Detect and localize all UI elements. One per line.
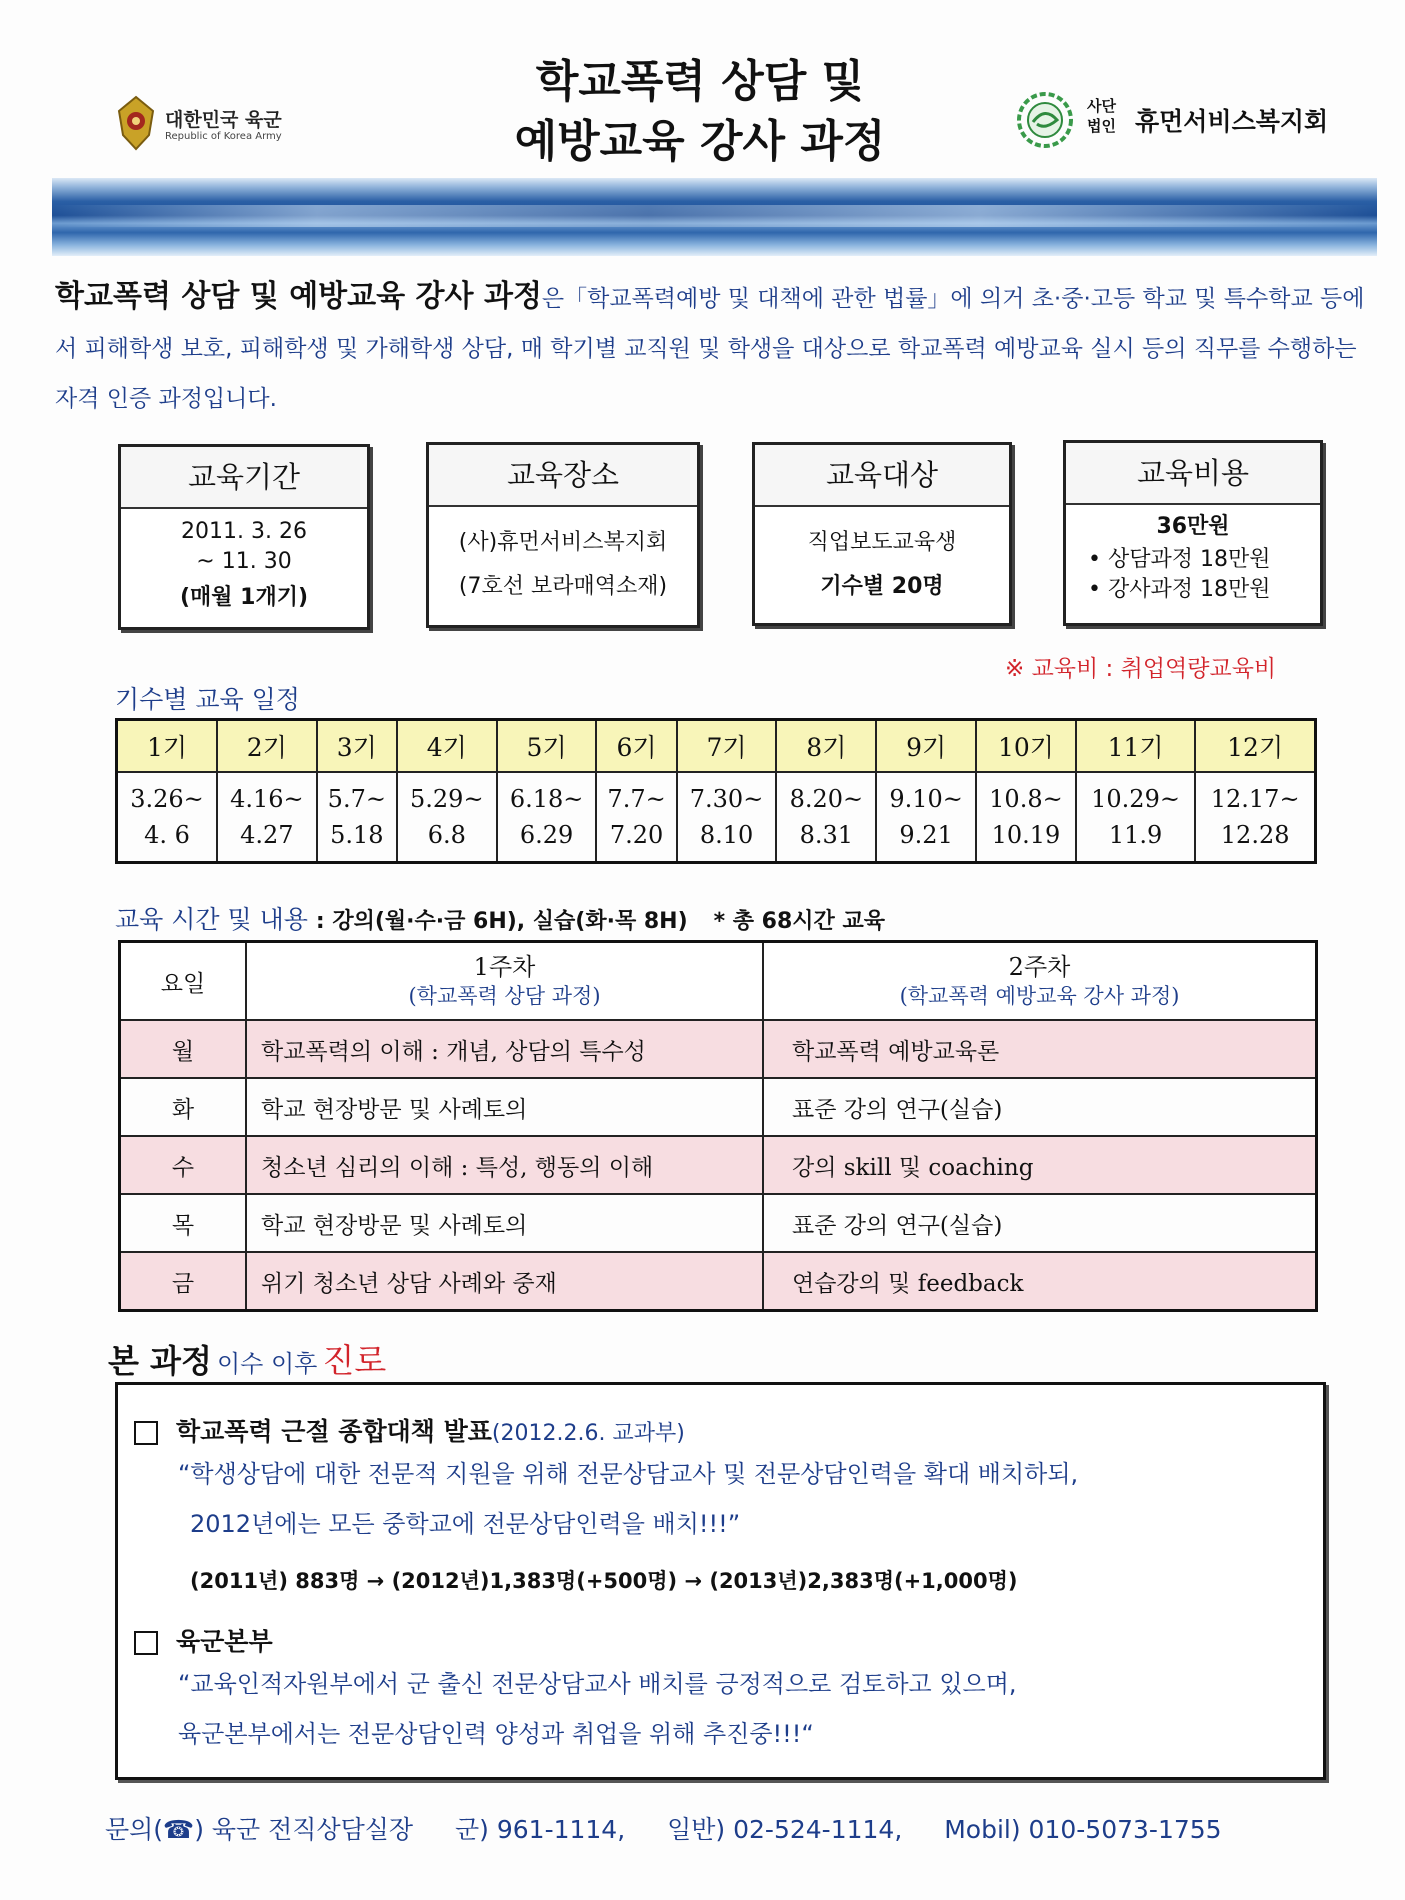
contact-mobile: Mobil) 010-5073-1755 (944, 1815, 1222, 1844)
cohort-label: 7기 (677, 720, 777, 773)
page-title (420, 52, 980, 172)
cost-note: ※ 교육비 : 취업역량교육비 (1005, 656, 1277, 682)
week1-content: 학교폭력의 이해 : 개념, 상담의 특수성 (246, 1020, 763, 1078)
target-size: 기수별 20명 (820, 574, 944, 599)
cohort-dates: 3.26~ 4. 6 (117, 772, 217, 863)
period-start: 2011. 3. 26 (181, 519, 307, 544)
cohort-label: 9기 (876, 720, 976, 773)
day-label: 목 (120, 1194, 247, 1252)
contact-military: 군) 961-1114, (455, 1815, 626, 1844)
week2-header: 2주차 (학교폭력 예방교육 강사 과정) (763, 942, 1317, 1021)
period-end: ~ 11. 30 (196, 549, 292, 574)
week2-content: 학교폭력 예방교육론 (763, 1020, 1317, 1078)
info-box-title: 교육기간 (121, 447, 367, 509)
week1-header: 1주차 (학교폭력 상담 과정) (246, 942, 763, 1021)
week1-content: 학교 현장방문 및 사례토의 (246, 1194, 763, 1252)
policy-item-source: (2012.2.6. 교과부) (491, 1421, 685, 1446)
cohort-label: 5기 (497, 720, 597, 773)
week1-content: 위기 청소년 상담 사례와 중재 (246, 1252, 763, 1311)
cohort-label: 12기 (1195, 720, 1315, 773)
header-banner-highlight (52, 205, 1377, 227)
info-box-title: 교육장소 (429, 445, 697, 507)
period-frequency: (매월 1개기) (179, 585, 309, 610)
army-quote-line-2: 육군본부에서는 전문상담인력 양성과 취업을 위해 추진중!!!“ (178, 1720, 814, 1748)
cost-item-instructor: • 강사과정 18만원 (1088, 577, 1271, 602)
curriculum-row (120, 1252, 1317, 1311)
info-box-period (118, 444, 370, 630)
curriculum-total-hours: * 총 68시간 교육 (713, 909, 885, 934)
career-box (115, 1382, 1326, 1780)
week2-content: 표준 강의 연구(실습) (763, 1194, 1317, 1252)
curriculum-title: 교육 시간 및 내용 (115, 905, 308, 934)
info-box-cost (1063, 440, 1323, 626)
curriculum-heading (115, 900, 885, 936)
info-box-title: 교육대상 (755, 445, 1009, 507)
cohort-label: 6기 (596, 720, 676, 773)
weekly-curriculum-table (118, 940, 1318, 1312)
org-type: 사단 법인 (1087, 97, 1116, 135)
week1-content: 학교 현장방문 및 사례토의 (246, 1078, 763, 1136)
intro-text: 은「학교폭력예방 및 대책에 관한 법률」에 의거 초·중·고등 학교 및 특수학교 등에서 피해학생 보호, 피해학생 및 가해학생 상담, 매 학기별 교직원 및 학생을 대상으로 학교폭력 예방교육 실시 등의 직무를 수행하는 자격 인증 과정입니다. (55, 286, 1365, 412)
cohort-dates: 8.20~ 8.31 (776, 772, 876, 863)
cohort-label: 2기 (217, 720, 317, 773)
cohort-schedule-table (115, 718, 1317, 864)
info-box-title: 교육비용 (1066, 443, 1320, 505)
week1-content: 청소년 심리의 이해 : 특성, 행동의 이해 (246, 1136, 763, 1194)
contact-footer (105, 1810, 1256, 1846)
week2-content: 연습강의 및 feedback (763, 1252, 1317, 1311)
army-emblem-icon (115, 95, 157, 151)
cohort-label: 11기 (1076, 720, 1195, 773)
cohort-dates: 5.29~ 6.8 (397, 772, 497, 863)
policy-quote-line-1: “학생상담에 대한 전문적 지원을 위해 전문상담교사 및 전문상담인력을 확대 배치하되, (178, 1460, 1079, 1488)
cohort-dates: 4.16~ 4.27 (217, 772, 317, 863)
cohort-label: 3기 (317, 720, 397, 773)
curriculum-detail: : 강의(월·수·금 6H), 실습(화·목 8H) (315, 909, 688, 934)
week2-content: 강의 skill 및 coaching (763, 1136, 1317, 1194)
army-name-korean: 대한민국 육군 (165, 109, 282, 131)
cohort-label-row (117, 720, 1316, 773)
day-label: 수 (120, 1136, 247, 1194)
day-label: 화 (120, 1078, 247, 1136)
day-label: 금 (120, 1252, 247, 1311)
career-title-bold: 본 과정 (108, 1342, 212, 1380)
cohort-label: 10기 (976, 720, 1076, 773)
cohort-dates: 7.30~ 8.10 (677, 772, 777, 863)
intro-lead: 학교폭력 상담 및 예방교육 강사 과정 (55, 279, 542, 314)
army-quote-line-1: “교육인적자원부에서 군 출신 전문상담교사 배치를 긍정적으로 검토하고 있으며, (178, 1670, 1017, 1698)
curriculum-row (120, 1194, 1317, 1252)
cohort-dates: 7.7~ 7.20 (596, 772, 676, 863)
staffing-stats: (2011년) 883명 → (2012년)1,383명(+500명) → (2013년)2,383명(+1,000명) (190, 1569, 1018, 1593)
day-column-header: 요일 (120, 942, 247, 1021)
curriculum-header-row (120, 942, 1317, 1021)
place-location: (7호선 보라매역소재) (458, 574, 668, 599)
policy-quote-line-2: 2012년에는 모든 중학교에 전문상담인력을 배치!!!” (190, 1510, 741, 1538)
army-name-english: Republic of Korea Army (165, 131, 282, 142)
cohort-dates: 6.18~ 6.29 (497, 772, 597, 863)
cohort-dates: 9.10~ 9.21 (876, 772, 976, 863)
intro-paragraph (55, 272, 1380, 424)
cost-item-counseling: • 상담과정 18만원 (1088, 547, 1271, 572)
title-line-1: 학교폭력 상담 및 (535, 56, 865, 107)
army-item-title: 육군본부 (176, 1627, 273, 1656)
career-title-small: 이수 이후 (216, 1350, 318, 1378)
info-box-place (426, 442, 700, 628)
checkbox-square-icon (134, 1631, 158, 1655)
cohort-dates: 5.7~ 5.18 (317, 772, 397, 863)
org-logo (1015, 90, 1355, 150)
cohort-label: 4기 (397, 720, 497, 773)
curriculum-row (120, 1020, 1317, 1078)
schedule-title: 기수별 교육 일정 (115, 685, 300, 714)
org-emblem-icon (1015, 90, 1075, 150)
info-box-target (752, 442, 1012, 626)
cohort-dates: 10.29~ 11.9 (1076, 772, 1195, 863)
career-title-red: 진로 (322, 1341, 387, 1380)
cohort-date-row (117, 772, 1316, 863)
career-heading (108, 1335, 386, 1382)
contact-general: 일반) 02-524-1114, (667, 1815, 903, 1844)
place-name: (사)휴먼서비스복지회 (458, 530, 668, 555)
day-label: 월 (120, 1020, 247, 1078)
target-group: 직업보도교육생 (807, 530, 957, 555)
contact-label: 문의(☎) 육군 전직상담실장 (105, 1815, 414, 1844)
cohort-label: 8기 (776, 720, 876, 773)
policy-item-title: 학교폭력 근절 종합대책 발표(2012.2.6. 교과부) (176, 1417, 685, 1446)
cohort-label: 1기 (117, 720, 217, 773)
title-line-2: 예방교육 강사 과정 (514, 116, 886, 167)
checkbox-square-icon (134, 1421, 158, 1445)
cost-total: 36만원 (1156, 514, 1230, 539)
army-logo (115, 95, 315, 155)
org-name: 휴먼서비스복지회 (1135, 107, 1329, 136)
cohort-dates: 10.8~ 10.19 (976, 772, 1076, 863)
week2-content: 표준 강의 연구(실습) (763, 1078, 1317, 1136)
cohort-dates: 12.17~ 12.28 (1195, 772, 1315, 863)
curriculum-row (120, 1136, 1317, 1194)
curriculum-row (120, 1078, 1317, 1136)
